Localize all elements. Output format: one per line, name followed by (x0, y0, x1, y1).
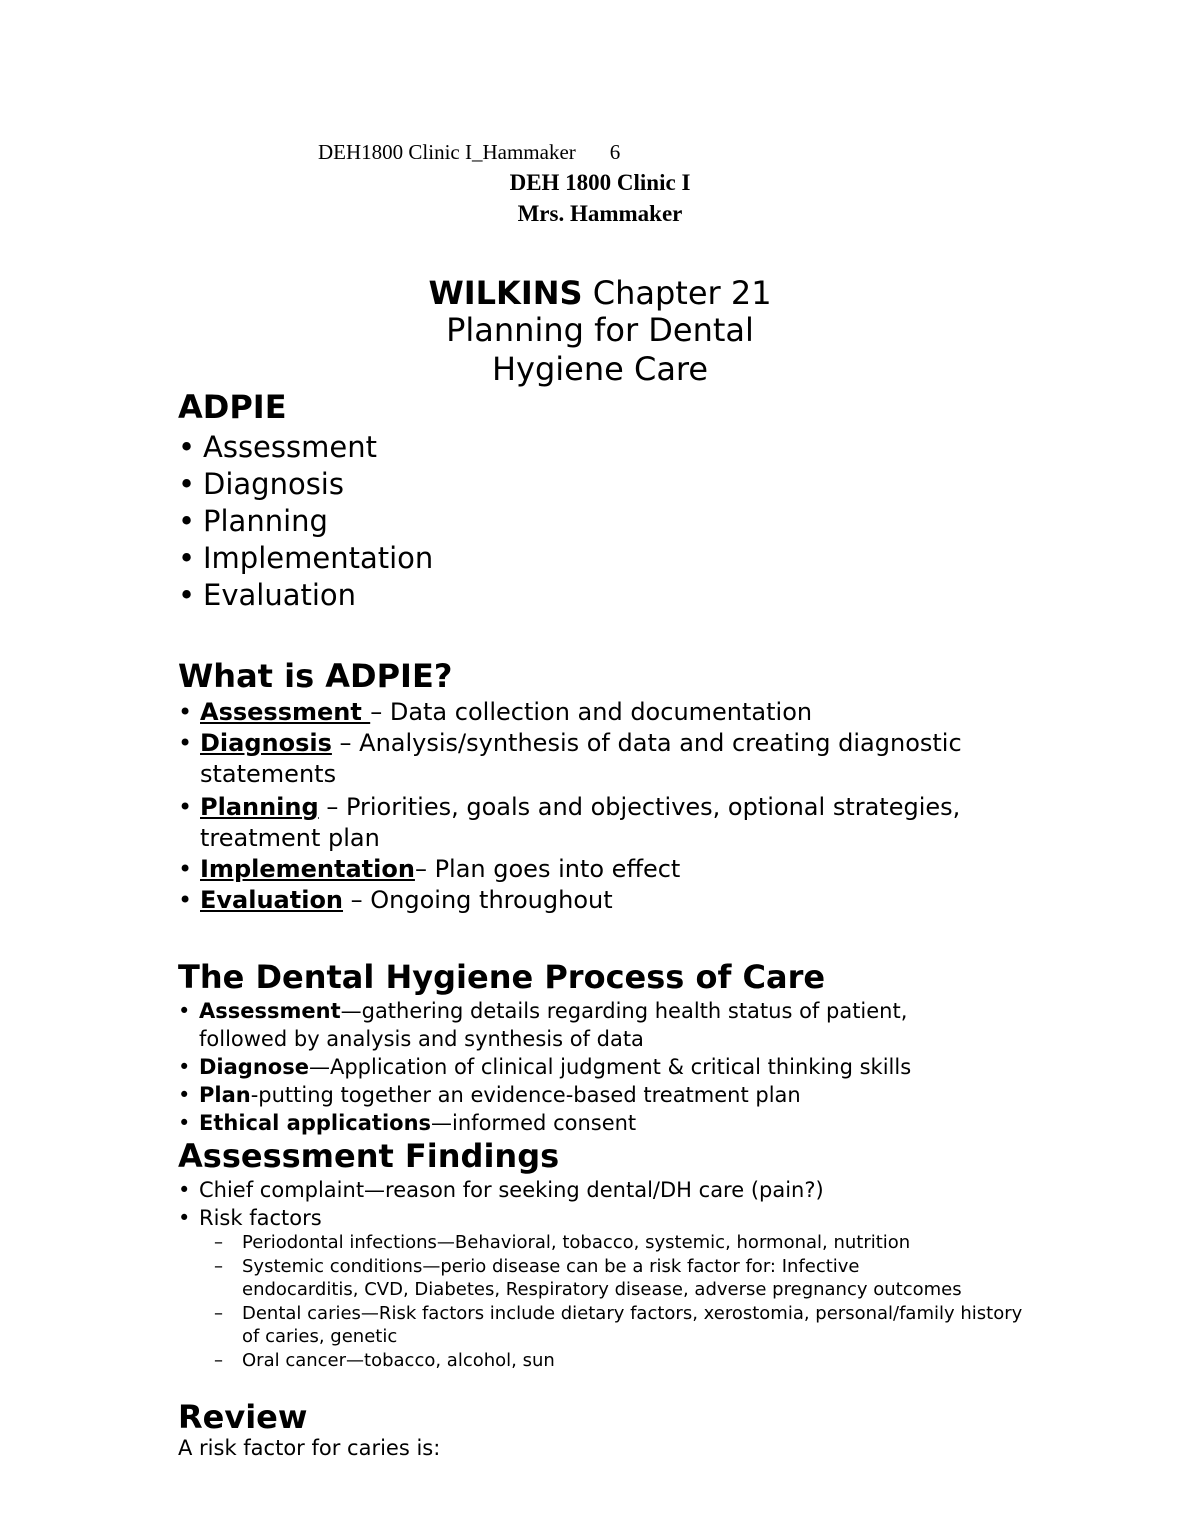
list-item: • Chief complaint—reason for seeking dental/DH care (pain?) (178, 1178, 824, 1202)
list-item: • Diagnosis (178, 467, 344, 501)
running-header (318, 140, 620, 165)
chapter-title-line-2: Hygiene Care (491, 350, 709, 388)
sub-list-item: – Oral cancer—tobacco, alcohol, sun (214, 1349, 555, 1371)
sub-list-item: – Systemic conditions—perio disease can be a risk factor for: Infective endocarditis, CVD, Diabetes, Respiratory disease, adverse pregnancy outcomes (214, 1255, 962, 1300)
adpie-heading: ADPIE (178, 388, 287, 426)
sub-list-item: – Periodontal infections—Behavioral, tobacco, systemic, hormonal, nutrition (214, 1232, 911, 1253)
risk-factors-sublist (214, 1231, 1034, 1372)
list-item: • Evaluation (178, 578, 357, 612)
chapter-number: Chapter 21 (592, 274, 772, 312)
list-item: • Assessment—gathering details regarding health status of patient, (178, 999, 908, 1023)
list-item: • Risk factors (178, 1206, 322, 1230)
what-is-adpie-list (178, 697, 968, 916)
list-item: • Implementation– Plan goes into effect (178, 855, 681, 883)
running-head-text: DEH1800 Clinic I_Hammaker (318, 140, 576, 164)
chapter-label (0, 274, 1200, 312)
list-item: • Assessment (178, 430, 377, 464)
instructor-name: Mrs. Hammaker (517, 201, 683, 226)
list-item: • Evaluation – Ongoing throughout (178, 886, 613, 914)
review-heading: Review (178, 1398, 308, 1436)
list-item: • Implementation (178, 541, 434, 575)
sub-list-item: – Dental caries—Risk factors include dietary factors, xerostomia, personal/family history of caries, genetic (214, 1302, 1023, 1347)
page-number: 6 (609, 140, 621, 164)
list-item: • Diagnosis – Analysis/synthesis of data and creating diagnostic statements (178, 729, 962, 788)
list-item: • Planning (178, 504, 328, 538)
list-item: • Planning – Priorities, goals and objectives, optional strategies, treatment plan (178, 793, 961, 852)
list-item: • Plan-putting together an evidence-based treatment plan (178, 1083, 801, 1107)
assessment-findings-heading: Assessment Findings (178, 1137, 560, 1175)
book-name: WILKINS (428, 274, 583, 312)
process-of-care-list (178, 997, 1018, 1137)
assessment-findings-list (178, 1176, 1018, 1232)
review-question: A risk factor for caries is: (178, 1436, 441, 1460)
list-item-continuation: followed by analysis and synthesis of data (199, 1027, 644, 1051)
chapter-title-line-1: Planning for Dental (446, 311, 754, 349)
process-of-care-heading: The Dental Hygiene Process of Care (178, 958, 826, 996)
list-item: • Diagnose—Application of clinical judgment & critical thinking skills (178, 1055, 912, 1079)
course-title: DEH 1800 Clinic I (509, 170, 691, 195)
adpie-list (178, 429, 433, 614)
list-item: • Ethical applications—informed consent (178, 1111, 637, 1135)
list-item: • Assessment – Data collection and documentation (178, 698, 813, 726)
what-is-adpie-heading: What is ADPIE? (178, 657, 453, 695)
